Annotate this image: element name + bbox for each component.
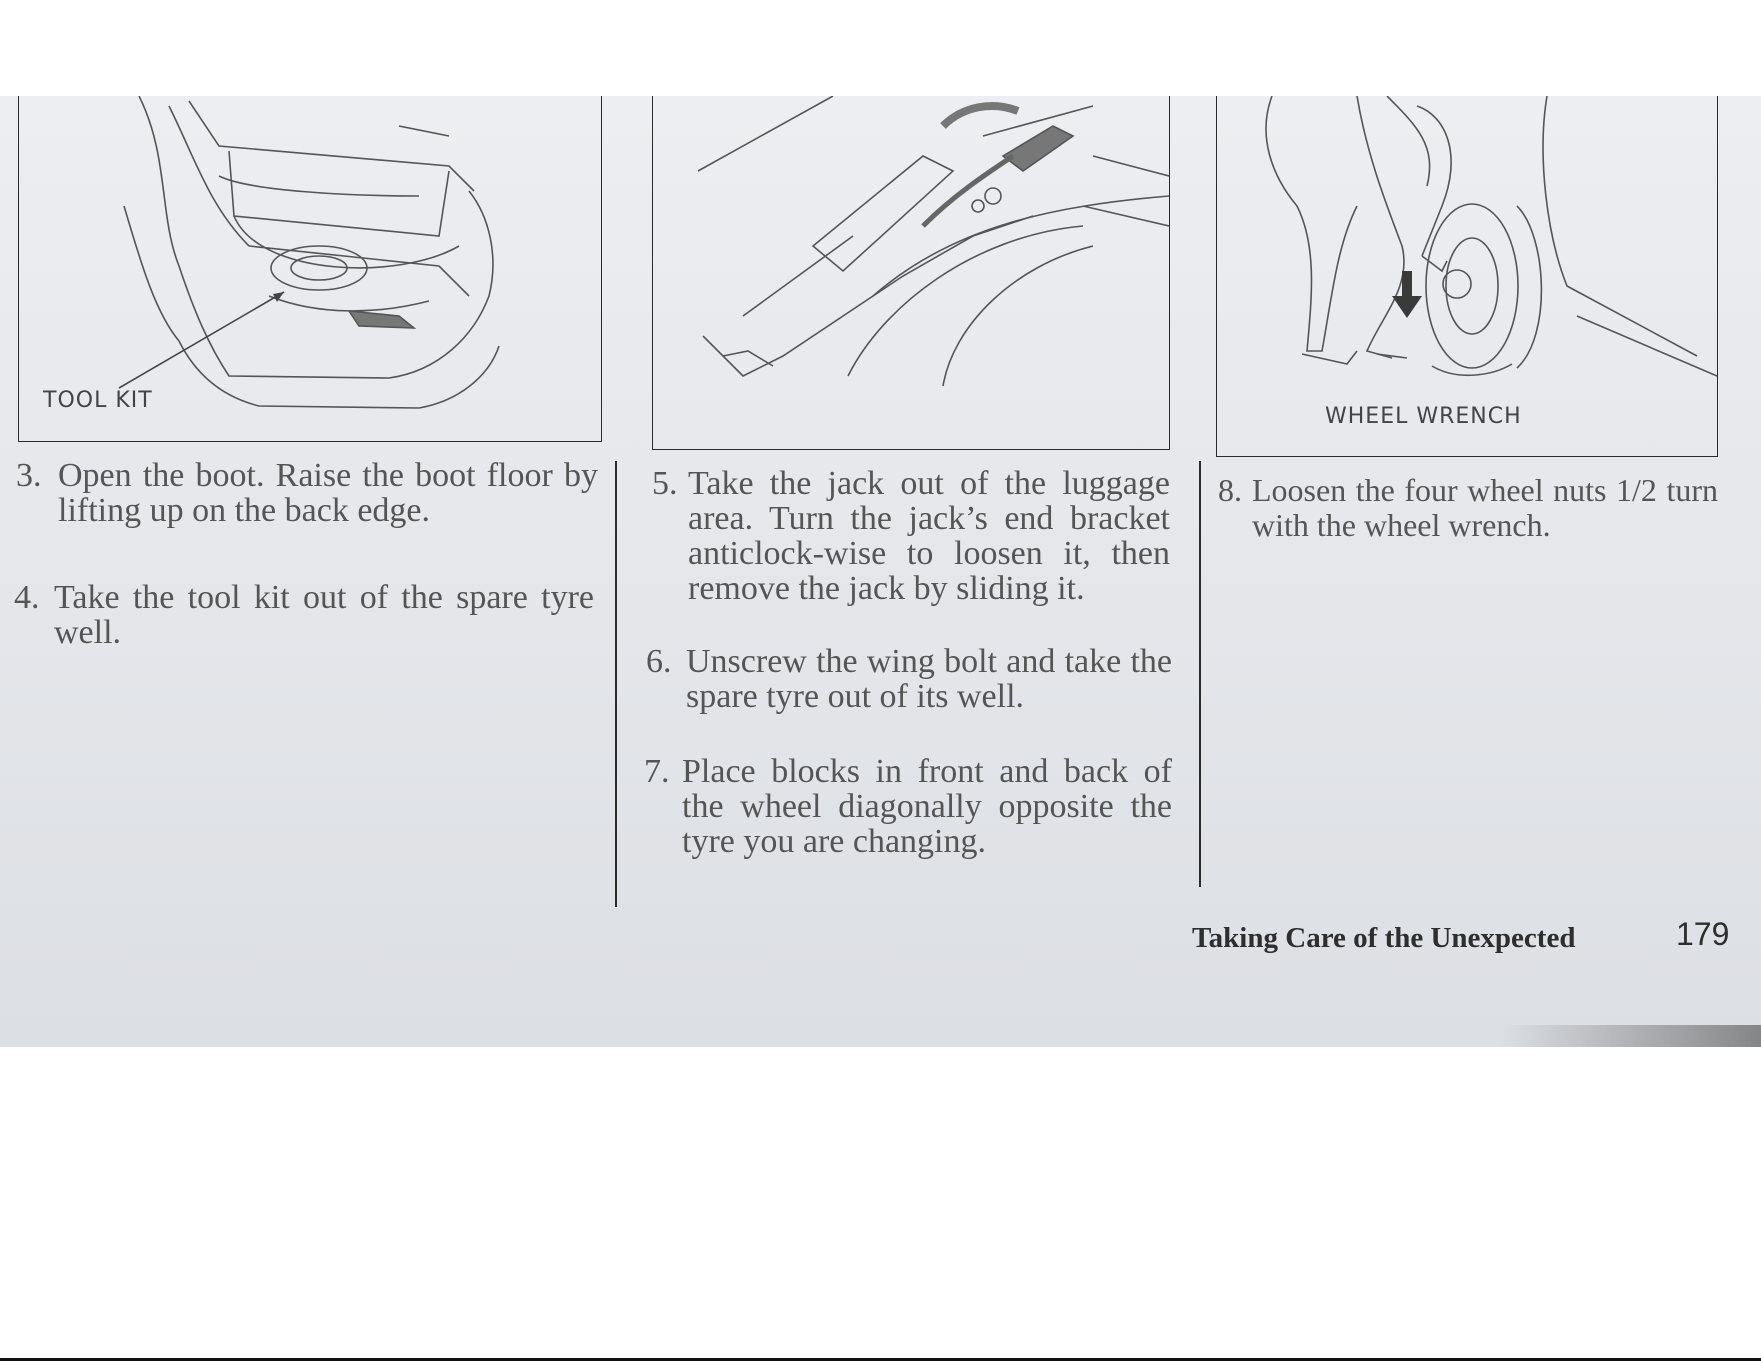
step-number: 8.: [1218, 472, 1242, 508]
figure-jack: [652, 96, 1170, 450]
step-number: 4.: [14, 579, 40, 616]
figure-wheel-wrench: [1216, 96, 1718, 457]
step-text: Take the tool kit out of the spare tyre well.: [54, 579, 594, 651]
step-number: 3.: [16, 457, 42, 494]
figure-tool-kit: [18, 96, 602, 442]
jack-in-luggage-area-icon: [653, 96, 1169, 449]
person-loosening-wheel-nuts-icon: [1217, 96, 1717, 456]
step-number: 6.: [646, 643, 672, 680]
step-text: Loosen the four wheel nuts 1/2 turn with the wheel wrench.: [1252, 472, 1718, 543]
step-number: 5.: [652, 465, 678, 502]
figure-label-tool-kit: TOOL KIT: [43, 388, 153, 413]
page-number: 179: [1676, 916, 1730, 952]
step-number: 7.: [644, 753, 670, 790]
photo-edge-shadow: [1501, 1025, 1761, 1047]
step-text: Open the boot. Raise the boot floor by lifting up on the back edge.: [58, 457, 598, 529]
column-divider-left: [615, 461, 617, 907]
column-divider-right: [1199, 461, 1201, 887]
manual-page-photo: [0, 96, 1761, 1047]
step-text: Unscrew the wing bolt and take the spare tyre out of its well.: [686, 643, 1172, 715]
section-title: Taking Care of the Unexpected: [1192, 922, 1576, 954]
step-text: Place blocks in front and back of the wheel diagonally opposite the tyre you are changing.: [682, 753, 1172, 860]
figure-label-wheel-wrench: WHEEL WRENCH: [1325, 404, 1522, 429]
step-text: Take the jack out of the luggage area. Turn the jack’s end bracket anticlock-wise to loosen it, then remove the jack by sliding it.: [688, 465, 1170, 607]
